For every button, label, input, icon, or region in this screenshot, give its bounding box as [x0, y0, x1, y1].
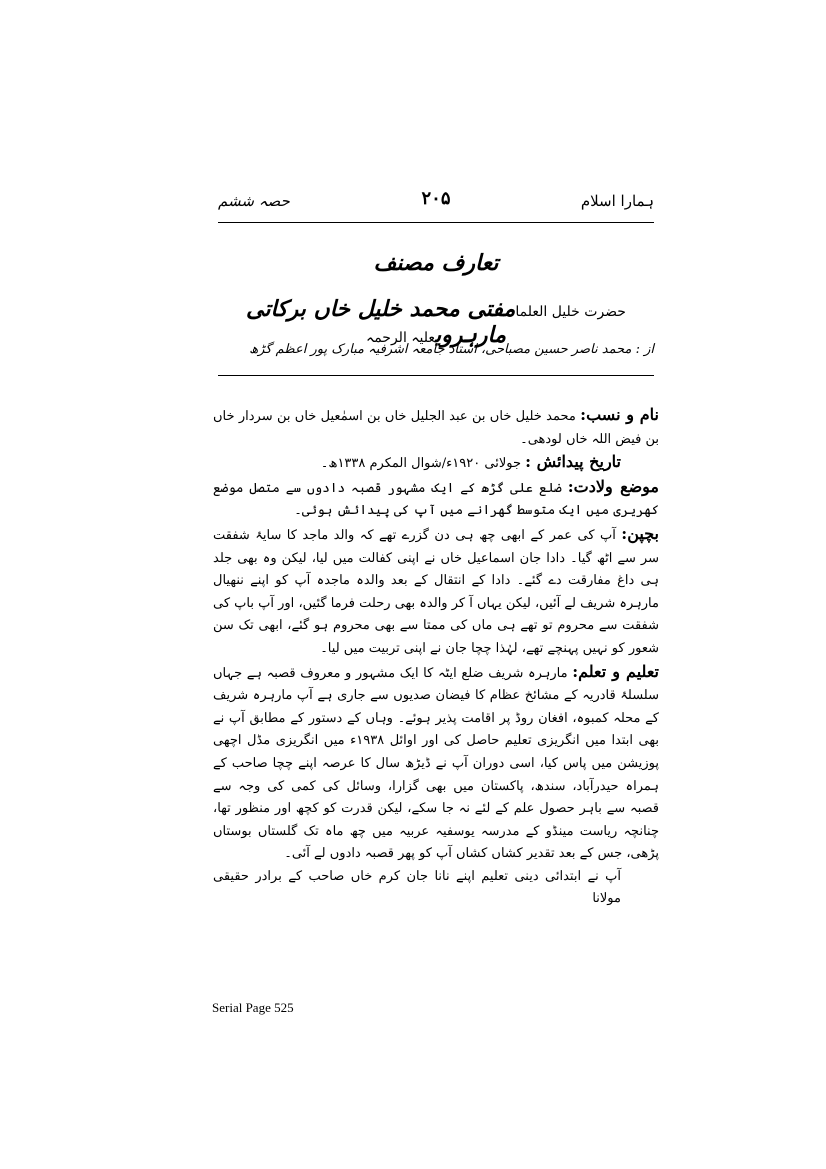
text-wiladat: ضلع علی گڑھ کے ایک مشہور قصبہ دادوں سے متصل موضع کھریری میں ایک متوسط گھرانے میں آپ کی پیدائش ہوئی۔: [213, 480, 659, 519]
serial-page-footer: Serial Page 525: [212, 1000, 294, 1015]
paragraph-taleem: [213, 661, 659, 866]
author-suffix: علیہ الرحمہ: [366, 330, 436, 346]
header-part: حصہ ششم: [218, 192, 290, 210]
section-rule: [218, 375, 654, 376]
byline: از : محمد ناصر حسین مصباحی، استاذ جامعہ اشرفیہ مبارک پور اعظم گڑھ: [249, 342, 654, 357]
running-header: [218, 188, 654, 220]
text-taleem: مارہرہ شریف ضلع ایٹہ کا ایک مشہور و معروف قصبہ ہے جہاں سلسلۂ قادریہ کے مشائخ عظام کا فیضان صدیوں سے جاری ہے آپ مارہرہ شریف کے محلہ کمبوہ، افغان روڈ پر اقامت پذیر ہوئے۔ وہاں کے دستور کے مطابق آپ نے بھی ابتدا میں انگریزی تعلیم حاصل کی اور اوائل ۱۹۳۸ء میں انگریزی مڈل اچھی پوزیشن میں پاس کیا، اسی دوران آپ نے ڈیڑھ سال کا عرصہ اپنے چچا صاحب کے ہمراہ حیدرآباد، سندھ، پاکستان میں بھی گزارا، وسائل کی کمی کی وجہ سے قصبہ سے باہر حصول علم کے لئے نہ جا سکے، لیکن قدرت کو کچھ اور منظور تھا، چنانچہ ریاست مینڈو کے مدرسہ یوسفیہ عربیہ میں چھ ماہ تک گلستاں بوستاں پڑھی، جس کے بعد تقدیر کشاں کشاں آپ کو پھر قصبہ دادوں لے آئی۔: [213, 665, 659, 862]
author-name: مفتی محمد خلیل خاں برکاتی مارہروی: [246, 296, 516, 348]
label-naam: نام و نسب:: [580, 405, 660, 424]
label-wiladat: موضع ولادت:: [567, 476, 660, 496]
paragraph-wiladat: [213, 476, 659, 523]
text-paidaish: جولائی ۱۹۲۰ء/شوال المکرم ۱۳۳۸ھ۔: [320, 456, 521, 472]
author-line: [218, 296, 654, 348]
header-rule: [218, 222, 654, 223]
paragraph-naam: [213, 404, 659, 451]
page-title: تعارف مصنف: [373, 250, 499, 276]
text-bachpan: آپ کی عمر کے ابھی چھ ہی دن گزرے تھے کہ والد ماجد کا سایۂ شفقت سر سے اٹھ گیا۔ دادا جان اسماعیل خاں نے اپنی کفالت میں لیا، لیکن وہ بھی جلد ہی داغ مفارقت دے گئے۔ دادا کے انتقال کے بعد والدہ ماجدہ آپ کو اپنے ننھیال مارہرہ شریف لے آئیں، لیکن یہاں آ کر والدہ بھی رحلت فرما گئیں، اور آپ باپ کی شفقت سے محروم تو تھے ہی ماں کی ممتا سے بھی محروم ہو گئے، ابھی تک سن شعور کو نہیں پہنچے تھے، لہٰذا چچا جان نے اپنی تربیت میں لیا۔: [213, 527, 659, 656]
article-body: [213, 404, 659, 911]
author-prefix: حضرت خلیل العلما: [515, 304, 626, 320]
header-page-number: ۲۰۵: [421, 188, 451, 209]
header-book-title: ہمارا اسلام: [580, 192, 654, 210]
paragraph-last: آپ نے ابتدائی دینی تعلیم اپنے نانا جان کرم خاں صاحب کے برادر حقیقی مولانا: [213, 868, 621, 907]
text-naam: محمد خلیل خاں بن عبد الجلیل خاں بن اسمٰعیل خاں بن سردار خاں بن فیض اللہ خاں لودھی۔: [213, 409, 659, 447]
label-bachpan: بچپن:: [621, 523, 659, 543]
label-paidaish: تاریخ پیدائش :: [525, 452, 621, 472]
label-taleem: تعلیم و تعلم:: [572, 661, 659, 681]
paragraph-paidaish: [213, 451, 659, 476]
paragraph-bachpan: [213, 523, 659, 661]
